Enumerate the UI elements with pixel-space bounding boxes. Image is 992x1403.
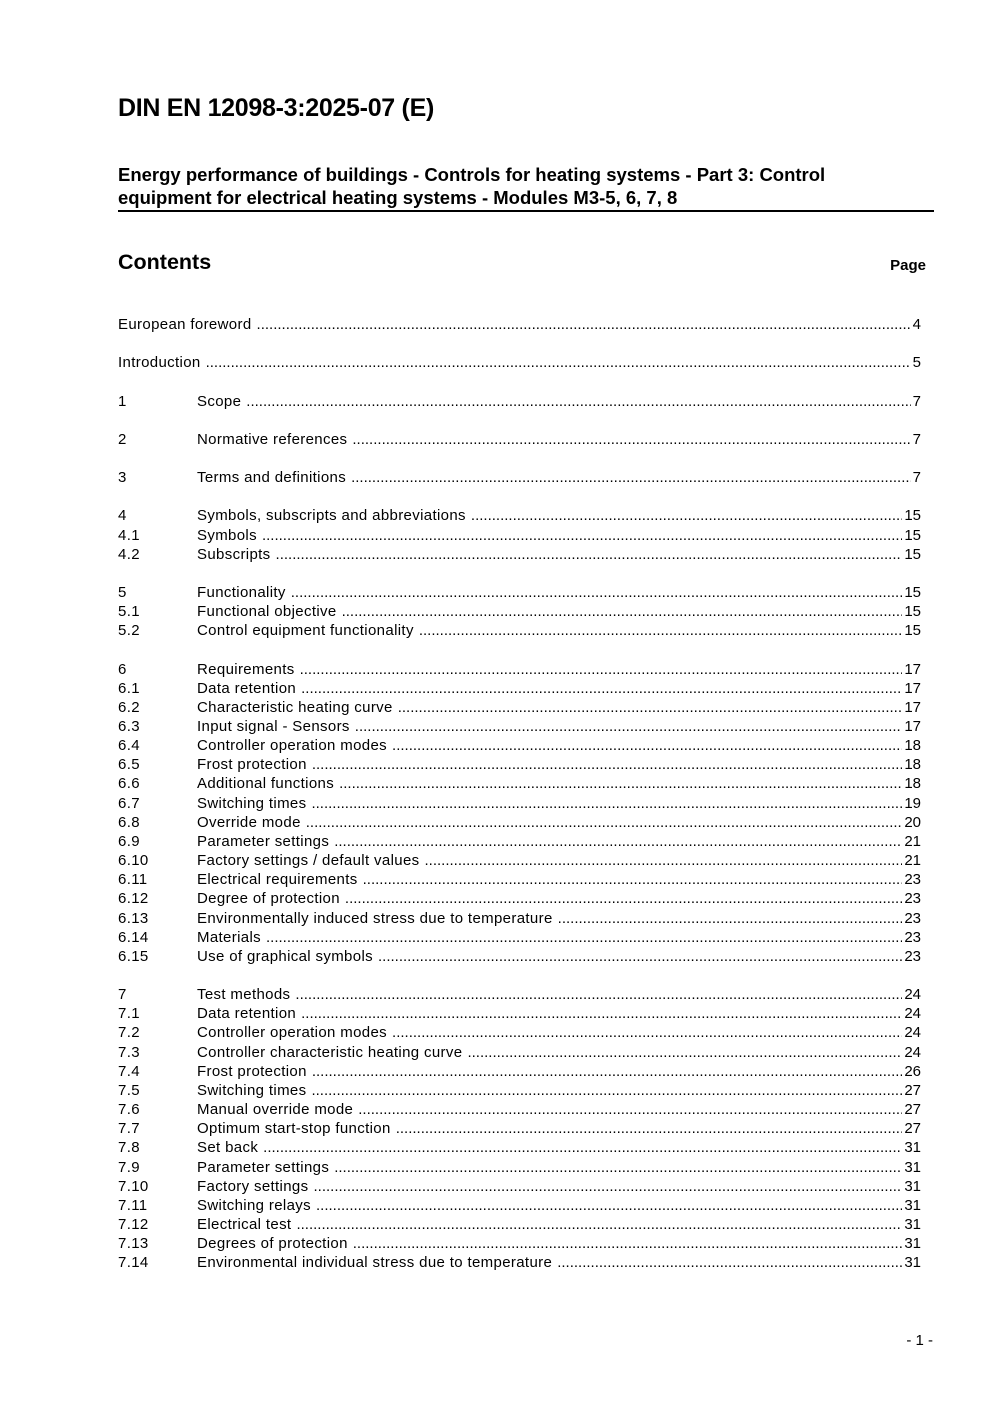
toc-entry-number: 4 (118, 507, 127, 525)
toc-entry-number: 7.3 (118, 1043, 140, 1061)
toc-entry-page: 17 (904, 660, 921, 678)
toc-entry-page: 7 (912, 392, 921, 410)
toc-entry-number: 6.13 (118, 909, 149, 927)
toc-entry-page: 23 (904, 871, 921, 889)
toc-entry-number: 6.6 (118, 775, 140, 793)
toc-entry-number: 5 (118, 583, 127, 601)
toc-dot-leader (291, 583, 903, 602)
toc-entry[interactable] (118, 736, 921, 755)
toc-entry[interactable] (118, 1196, 921, 1215)
toc-entry-page: 15 (904, 526, 921, 544)
toc-dot-leader (311, 1081, 902, 1100)
toc-dot-leader (363, 870, 903, 889)
toc-entry[interactable] (118, 1138, 921, 1157)
toc-entry-page: 15 (904, 545, 921, 563)
toc-entry[interactable] (118, 851, 921, 870)
toc-entry[interactable] (118, 1042, 921, 1061)
toc-entry[interactable] (118, 985, 921, 1004)
toc-entry-number: 2 (118, 430, 127, 448)
toc-entry-page: 4 (912, 316, 921, 334)
toc-entry-title: Switching times (197, 1081, 307, 1099)
toc-entry-page: 17 (904, 698, 921, 716)
toc-entry-title: Introduction (118, 354, 201, 372)
toc-entry-page: 23 (904, 928, 921, 946)
toc-entry-title: Factory settings / default values (197, 852, 420, 870)
toc-entry[interactable] (118, 506, 921, 525)
toc-entry[interactable] (118, 1253, 921, 1272)
document-identifier: DIN EN 12098-3:2025-07 (E) (118, 94, 434, 122)
toc-entry-page: 21 (904, 832, 921, 850)
toc-entry[interactable] (118, 698, 921, 717)
toc-entry-title: Override mode (197, 813, 301, 831)
toc-entry-page: 15 (904, 603, 921, 621)
toc-entry-page: 18 (904, 737, 921, 755)
toc-entry-number: 6.4 (118, 737, 140, 755)
toc-dot-leader (334, 1158, 902, 1177)
toc-entry[interactable] (118, 659, 921, 678)
toc-dot-leader (345, 889, 902, 908)
toc-dot-leader (306, 813, 903, 832)
toc-entry[interactable] (118, 430, 921, 449)
toc-entry-page: 17 (904, 679, 921, 697)
toc-entry-title: Data retention (197, 679, 297, 697)
toc-entry-number: 4.1 (118, 526, 140, 544)
toc-entry-page: 24 (904, 1024, 921, 1042)
toc-entry[interactable] (118, 1081, 921, 1100)
toc-entry[interactable] (118, 889, 921, 908)
toc-entry-title: Characteristic heating curve (197, 698, 393, 716)
toc-entry[interactable] (118, 1215, 921, 1234)
toc-entry-title: Manual override mode (197, 1101, 354, 1119)
table-of-contents (118, 315, 921, 1272)
toc-entry-number: 6.11 (118, 871, 148, 889)
toc-dot-leader (301, 679, 902, 698)
toc-entry[interactable] (118, 353, 921, 372)
toc-entry-number: 7 (118, 986, 127, 1004)
toc-entry-title: Set back (197, 1139, 259, 1157)
toc-entry-title: Scope (197, 392, 242, 410)
document-title-line-2: equipment for electrical heating systems - Modules M3-5, 6, 7, 8 (118, 187, 678, 208)
toc-entry-page: 15 (904, 507, 921, 525)
toc-dot-leader (392, 736, 902, 755)
toc-entry-number: 6.10 (118, 852, 149, 870)
toc-entry[interactable] (118, 621, 921, 640)
toc-dot-leader (557, 1253, 902, 1272)
toc-entry[interactable] (118, 392, 921, 411)
toc-entry-number: 7.10 (118, 1177, 149, 1195)
toc-entry[interactable] (118, 1004, 921, 1023)
toc-dot-leader (353, 1234, 903, 1253)
toc-entry-page: 31 (904, 1254, 921, 1272)
toc-entry-number: 5.1 (118, 603, 140, 621)
contents-heading: Contents (118, 250, 212, 274)
toc-entry[interactable] (118, 315, 921, 334)
toc-entry[interactable] (118, 813, 921, 832)
toc-entry-title: Electrical requirements (197, 871, 358, 889)
toc-entry-title: Functionality (197, 583, 286, 601)
toc-entry-title: Control equipment functionality (197, 622, 414, 640)
toc-entry-page: 31 (904, 1196, 921, 1214)
toc-entry-page: 27 (904, 1101, 921, 1119)
toc-entry[interactable] (118, 774, 921, 793)
toc-entry-title: Parameter settings (197, 832, 330, 850)
toc-dot-leader (312, 1062, 903, 1081)
toc-dot-leader (312, 755, 903, 774)
toc-dot-leader (263, 1138, 902, 1157)
toc-entry-title: Additional functions (197, 775, 335, 793)
toc-entry-page: 7 (912, 430, 921, 448)
toc-dot-leader (313, 1177, 902, 1196)
toc-entry-page: 26 (904, 1062, 921, 1080)
toc-entry[interactable] (118, 1234, 921, 1253)
toc-entry-number: 5.2 (118, 622, 140, 640)
toc-entry-title: Data retention (197, 1005, 297, 1023)
toc-entry-page: 24 (904, 1043, 921, 1061)
toc-entry-number: 6.3 (118, 718, 140, 735)
toc-dot-leader (300, 660, 903, 679)
toc-dot-leader (316, 1196, 902, 1215)
toc-entry-number: 6 (118, 660, 127, 678)
toc-entry[interactable] (118, 947, 921, 966)
toc-entry-number: 7.5 (118, 1081, 140, 1099)
toc-entry[interactable] (118, 1100, 921, 1119)
toc-entry-title: Normative references (197, 430, 348, 448)
toc-entry-title: Frost protection (197, 756, 307, 774)
toc-entry[interactable] (118, 525, 921, 544)
document-title-line-1: Energy performance of buildings - Controls for heating systems - Part 3: Control (118, 164, 826, 185)
toc-entry-title: Switching relays (197, 1196, 311, 1214)
toc-entry-page: 24 (904, 1005, 921, 1023)
toc-entry-title: Controller characteristic heating curve (197, 1043, 463, 1061)
toc-dot-leader (358, 1100, 902, 1119)
toc-dot-leader (257, 315, 911, 334)
toc-entry-title: Subscripts (197, 545, 271, 563)
toc-entry-page: 24 (904, 986, 921, 1004)
toc-entry-number: 6.8 (118, 813, 140, 831)
toc-entry-page: 15 (904, 622, 921, 640)
toc-entry[interactable] (118, 908, 921, 927)
toc-entry[interactable] (118, 545, 921, 564)
toc-dot-leader (352, 430, 910, 449)
toc-entry-page: 5 (912, 354, 921, 372)
toc-entry-page: 17 (904, 718, 921, 735)
toc-dot-leader (334, 832, 902, 851)
toc-dot-leader (351, 468, 911, 487)
toc-entry-title: Switching times (197, 794, 307, 812)
toc-entry-number: 7.6 (118, 1101, 140, 1119)
toc-entry[interactable] (118, 832, 921, 851)
toc-dot-leader (419, 621, 903, 640)
toc-entry-number: 6.12 (118, 890, 149, 908)
toc-entry-page: 31 (904, 1139, 921, 1157)
toc-entry-page: 31 (904, 1158, 921, 1176)
toc-dot-leader (339, 774, 902, 793)
toc-dot-leader (246, 392, 910, 411)
toc-entry-page: 23 (904, 909, 921, 927)
toc-entry-title: Controller operation modes (197, 1024, 388, 1042)
toc-dot-leader (262, 526, 902, 545)
toc-entry-page: 23 (904, 947, 921, 965)
toc-dot-leader (396, 1119, 903, 1138)
toc-entry-number: 6.14 (118, 928, 149, 946)
document-title (118, 163, 934, 212)
toc-entry-page: 23 (904, 890, 921, 908)
toc-entry-title: Environmental individual stress due to temperature (197, 1254, 553, 1272)
toc-entry-number: 7.1 (118, 1005, 140, 1023)
toc-entry-number: 3 (118, 469, 127, 487)
toc-entry-number: 4.2 (118, 545, 140, 563)
toc-entry-page: 21 (904, 852, 921, 870)
toc-entry[interactable] (118, 1177, 921, 1196)
toc-dot-leader (378, 947, 902, 966)
toc-entry-title: Input signal - Sensors (197, 718, 350, 735)
toc-entry-page: 7 (912, 469, 921, 487)
toc-entry-number: 7.11 (118, 1196, 148, 1214)
toc-entry-title: European foreword (118, 316, 252, 334)
toc-entry-title: Electrical test (197, 1216, 292, 1233)
toc-entry[interactable] (118, 468, 921, 487)
toc-entry-number: 7.13 (118, 1235, 149, 1253)
toc-entry-number: 6.5 (118, 756, 140, 774)
toc-dot-leader (467, 1043, 902, 1062)
toc-entry[interactable] (118, 1062, 921, 1081)
toc-dot-leader (301, 1004, 902, 1023)
toc-entry-title: Optimum start-stop function (197, 1120, 391, 1138)
toc-entry-number: 7.7 (118, 1120, 140, 1138)
toc-entry[interactable] (118, 1119, 921, 1138)
toc-entry-title: Symbols, subscripts and abbreviations (197, 507, 466, 525)
toc-entry-number: 1 (118, 392, 127, 410)
toc-dot-leader (296, 1215, 902, 1234)
footer-page-number: - 1 - (906, 1332, 933, 1349)
toc-entry-number: 6.7 (118, 794, 140, 812)
toc-entry-title: Degrees of protection (197, 1235, 348, 1253)
toc-dot-leader (276, 545, 903, 564)
toc-entry-number: 6.1 (118, 679, 140, 697)
toc-entry-title: Terms and definitions (197, 469, 347, 487)
toc-entry-title: Use of graphical symbols (197, 947, 373, 965)
toc-entry[interactable] (118, 717, 921, 736)
toc-dot-leader (392, 1023, 902, 1042)
toc-entry[interactable] (118, 928, 921, 947)
toc-entry-title: Materials (197, 928, 261, 946)
toc-entry-number: 7.8 (118, 1139, 140, 1157)
toc-entry-page: 27 (904, 1120, 921, 1138)
toc-entry[interactable] (118, 1157, 921, 1176)
toc-entry[interactable] (118, 602, 921, 621)
toc-dot-leader (342, 602, 903, 621)
toc-entry-page: 20 (904, 813, 921, 831)
toc-entry-number: 7.4 (118, 1062, 140, 1080)
toc-entry-page: 19 (904, 794, 921, 812)
toc-dot-leader (355, 717, 903, 736)
toc-dot-leader (425, 851, 903, 870)
toc-entry-title: Factory settings (197, 1177, 309, 1195)
toc-entry-page: 31 (904, 1216, 921, 1233)
toc-entry-title: Frost protection (197, 1062, 307, 1080)
toc-entry-title: Controller operation modes (197, 737, 388, 755)
toc-dot-leader (558, 909, 903, 928)
toc-entry-title: Requirements (197, 660, 295, 678)
toc-entry-page: 31 (904, 1177, 921, 1195)
toc-entry-page: 31 (904, 1235, 921, 1253)
toc-entry-title: Degree of protection (197, 890, 340, 908)
toc-entry-number: 6.9 (118, 832, 140, 850)
toc-dot-leader (295, 985, 902, 1004)
toc-dot-leader (206, 353, 911, 372)
toc-entry-title: Symbols (197, 526, 257, 544)
toc-entry-title: Parameter settings (197, 1158, 330, 1176)
toc-dot-leader (266, 928, 902, 947)
toc-entry-title: Environmentally induced stress due to temperature (197, 909, 553, 927)
toc-entry-page: 18 (904, 756, 921, 774)
toc-entry-number: 7.9 (118, 1158, 140, 1176)
toc-dot-leader (311, 794, 902, 813)
toc-entry[interactable] (118, 583, 921, 602)
toc-entry-number: 7.14 (118, 1254, 149, 1272)
toc-dot-leader (398, 698, 903, 717)
toc-entry[interactable] (118, 870, 921, 889)
toc-entry[interactable] (118, 755, 921, 774)
toc-entry-title: Test methods (197, 986, 291, 1004)
toc-dot-leader (471, 506, 902, 525)
toc-entry-page: 15 (904, 583, 921, 601)
toc-entry-number: 7.12 (118, 1216, 149, 1233)
toc-entry-page: 18 (904, 775, 921, 793)
toc-entry[interactable] (118, 793, 921, 812)
page-column-heading: Page (890, 257, 926, 274)
toc-entry[interactable] (118, 1023, 921, 1042)
toc-entry-number: 7.2 (118, 1024, 140, 1042)
toc-entry-number: 6.2 (118, 698, 140, 716)
toc-entry-title: Functional objective (197, 603, 337, 621)
toc-entry-page: 27 (904, 1081, 921, 1099)
toc-entry[interactable] (118, 679, 921, 698)
toc-entry-number: 6.15 (118, 947, 149, 965)
